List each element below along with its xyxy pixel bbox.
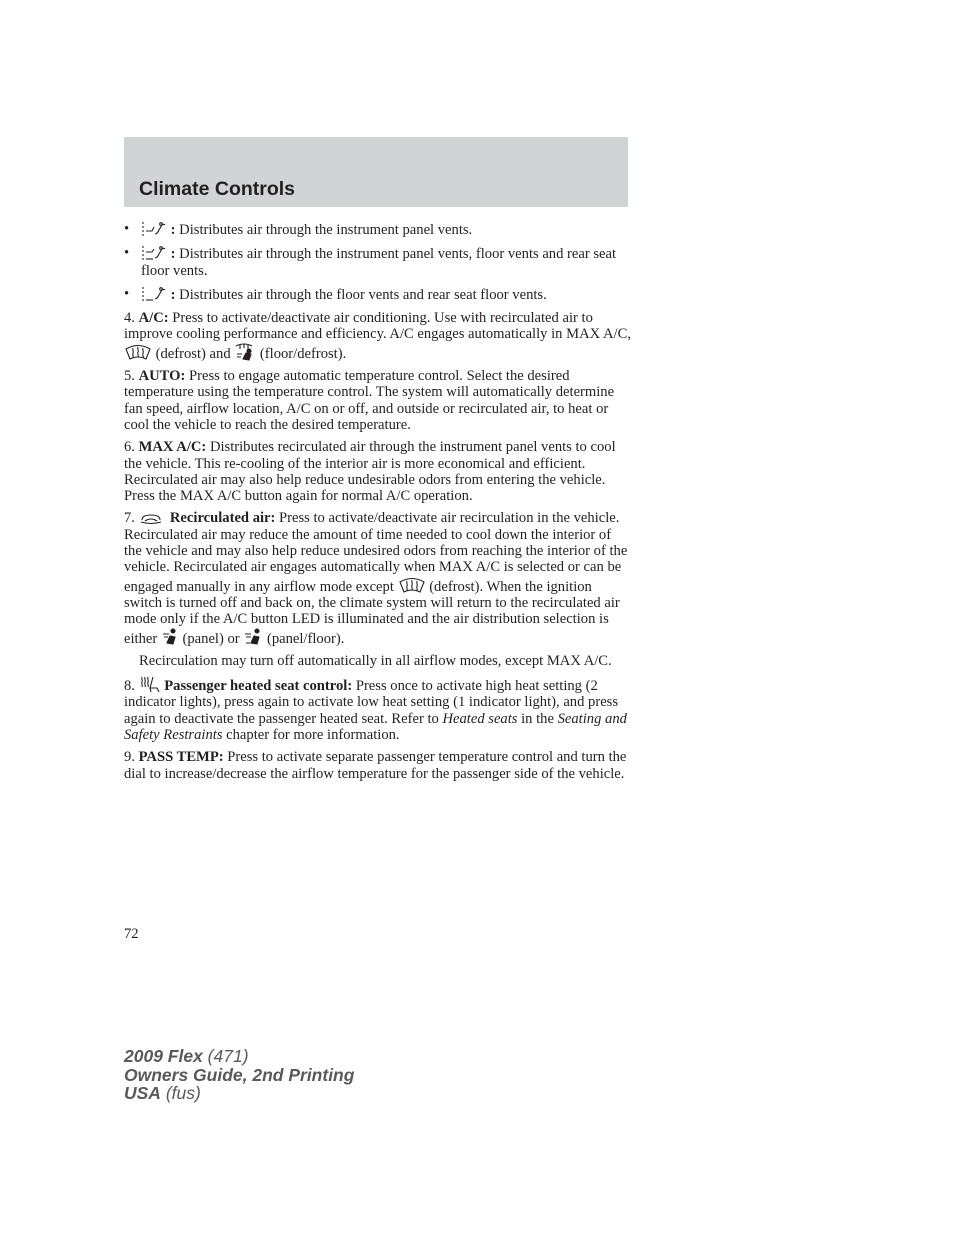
- recirculation-icon: [139, 513, 163, 525]
- bullet-separator: :: [167, 246, 180, 263]
- max-ac-paragraph: 6. MAX A/C: Distributes recirculated air through the instrument panel vents to cool the vehicle. This re-cooling of the interior air is more economical and efficient. Recirculated air may also help reduce undesirable odors from entering the vehicle. Press the MAX A/C button again for normal A/C operation.: [124, 439, 616, 505]
- bullet-separator: :: [167, 286, 180, 303]
- panel-floor-icon: [243, 628, 263, 646]
- floor-airflow-icon: [141, 286, 167, 302]
- heated-seats-reference: Heated seats: [442, 710, 518, 727]
- ac-term: A/C:: [138, 310, 169, 327]
- document-footer: [124, 1047, 354, 1103]
- footer-line-edition: Owners Guide, 2nd Printing: [124, 1064, 355, 1085]
- recirculated-air-paragraph: 7. Recirculated air: Press to activate/deactivate air recirculation in the vehicle. Recirculated air may reduce the amount of time needed to cool down the interior of the vehicle and may also help reduce undesired odors from reaching the interior of the vehicle. Recirculated air engages automatically when MAX A/C is selected or can be engaged manually in any airflow mode except (defrost). When the ignition switch is turned off and back on, the climate system will return to the recirculated air mode only if the A/C button LED is illuminated and the air distribution selection is either (panel) or (panel/floor).: [124, 510, 628, 647]
- section-header-band: [124, 137, 628, 207]
- pass-temp-term: PASS TEMP:: [138, 749, 224, 766]
- recirculated-air-term: Recirculated air:: [169, 510, 276, 527]
- bullet-point: •: [124, 285, 130, 302]
- pass-temp-paragraph: 9. PASS TEMP: Press to activate separate passenger temperature control and turn the dial to increase/decrease the airflow temperature for the passenger side of the vehicle.: [124, 749, 627, 782]
- heated-seat-term: Passenger heated seat control:: [164, 678, 353, 695]
- ac-paragraph: 4. A/C: Press to activate/deactivate air conditioning. Use with recirculated air to improve cooling performance and efficiency. A/C engages automatically in MAX A/C, (defrost) and (floor/defrost).: [124, 310, 631, 362]
- bullet-separator: :: [167, 222, 180, 238]
- panel-vent-airflow-icon: [141, 221, 167, 237]
- auto-term: AUTO:: [138, 368, 186, 385]
- heated-seat-icon: [139, 675, 161, 693]
- list-item: [124, 245, 632, 279]
- recirculation-note: Recirculation may turn off automatically in all airflow modes, except MAX A/C.: [139, 652, 612, 669]
- bullet-text: Distributes air through the instrument panel vents, floor vents and rear seat floor vents.: [141, 246, 617, 279]
- floor-defrost-icon: [234, 343, 256, 361]
- bullet-point: •: [124, 221, 130, 237]
- panel-floor-airflow-icon: [141, 245, 167, 261]
- list-item: [124, 221, 632, 238]
- bullet-text: Distributes air through the instrument panel vents.: [179, 222, 473, 238]
- panel-icon: [161, 628, 179, 646]
- section-title: Climate Controls: [139, 178, 296, 200]
- defrost-icon: [398, 576, 426, 594]
- max-ac-term: MAX A/C:: [138, 439, 207, 456]
- auto-paragraph: 5. AUTO: Press to engage automatic temperature control. Select the desired temperature using the temperature control. The system will automatically determine fan speed, airflow location, A/C on or off, and outside or recirculated air, to heat or cool the vehicle to reach the desired temperature.: [124, 368, 615, 433]
- page-content: [124, 221, 632, 788]
- page-number: 72: [124, 926, 139, 942]
- bullet-point: •: [124, 245, 130, 262]
- defrost-icon: [124, 343, 152, 361]
- footer-line-model: 2009 Flex (471): [124, 1046, 249, 1066]
- seating-safety-reference: Seating and Safety Restraints: [124, 710, 627, 744]
- bullet-text: Distributes air through the floor vents and rear seat floor vents.: [179, 286, 547, 303]
- footer-line-market: USA (fus): [124, 1083, 201, 1103]
- heated-seat-paragraph: 8. Passenger heated seat control: Press once to activate high heat setting (2 indicator lights), press again to activate low heat setting (1 indicator light), and press again to deactivate the passenger heated seat. Refer to Heated seats in the Seating and Safety Restraints chapter for more information.: [124, 675, 632, 743]
- list-item: [124, 286, 632, 303]
